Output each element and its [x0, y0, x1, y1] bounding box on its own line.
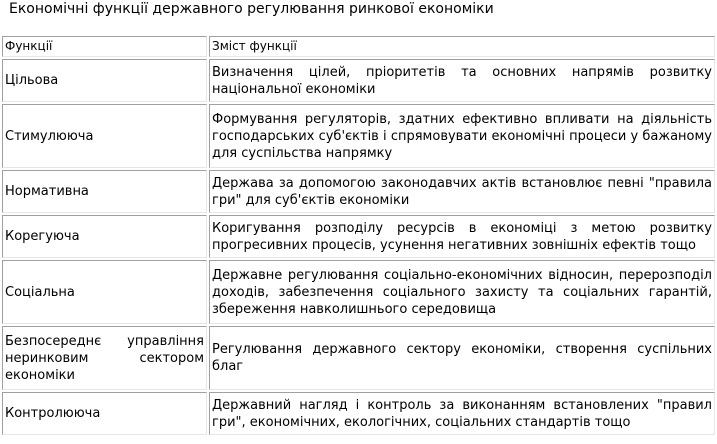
- function-cell: Соціальна: [2, 260, 207, 324]
- content-cell: Формування регуляторів, здатних ефективно впливати на діяльність господарських суб'єктів і спрямовувати економічні процеси у бажаному для суспільства напрямку: [209, 104, 715, 168]
- content-cell: Коригування розподілу ресурсів в економіці з метою розвитку прогресивних процесів, усунення негативних зовнішніх ефектів тощо: [209, 215, 715, 258]
- content-cell: Регулювання державного сектору економіки, створення суспільних благ: [209, 326, 715, 390]
- table-row: [2, 215, 715, 258]
- content-cell: Держава за допомогою законодавчих актів встановлює певні "правила гри" для суб'єктів економіки: [209, 170, 715, 213]
- function-cell: Корегуюча: [2, 215, 207, 258]
- function-cell: Нормативна: [2, 170, 207, 213]
- content-cell: Державний нагляд і контроль за виконанням встановлених "правил гри", економічних, екологічних, соціальних стандартів тощо: [209, 392, 715, 435]
- table-row: [2, 104, 715, 168]
- table-row: [2, 59, 715, 102]
- function-cell: Контролююча: [2, 392, 207, 435]
- table-row: [2, 260, 715, 324]
- content-cell: Визначення цілей, пріоритетів та основних напрямів розвитку національної економіки: [209, 59, 715, 102]
- table-row: [2, 170, 715, 213]
- function-cell: Цільова: [2, 59, 207, 102]
- function-cell: Безпосереднє управління неринковим сектором економіки: [2, 326, 207, 390]
- table-row: [2, 392, 715, 435]
- function-cell: Стимулююча: [2, 104, 207, 168]
- document-title: Економічні функції державного регулювання ринкової економіки: [9, 1, 494, 17]
- table-header-row: [2, 36, 715, 57]
- header-functions: Функції: [2, 36, 207, 57]
- table-row: [2, 326, 715, 390]
- content-cell: Державне регулювання соціально-економічних відносин, перерозподіл доходів, забезпечення соціального захисту та соціальних гарантій, збереження навколишнього середовища: [209, 260, 715, 324]
- header-content: Зміст функції: [209, 36, 715, 57]
- functions-table: [0, 34, 717, 437]
